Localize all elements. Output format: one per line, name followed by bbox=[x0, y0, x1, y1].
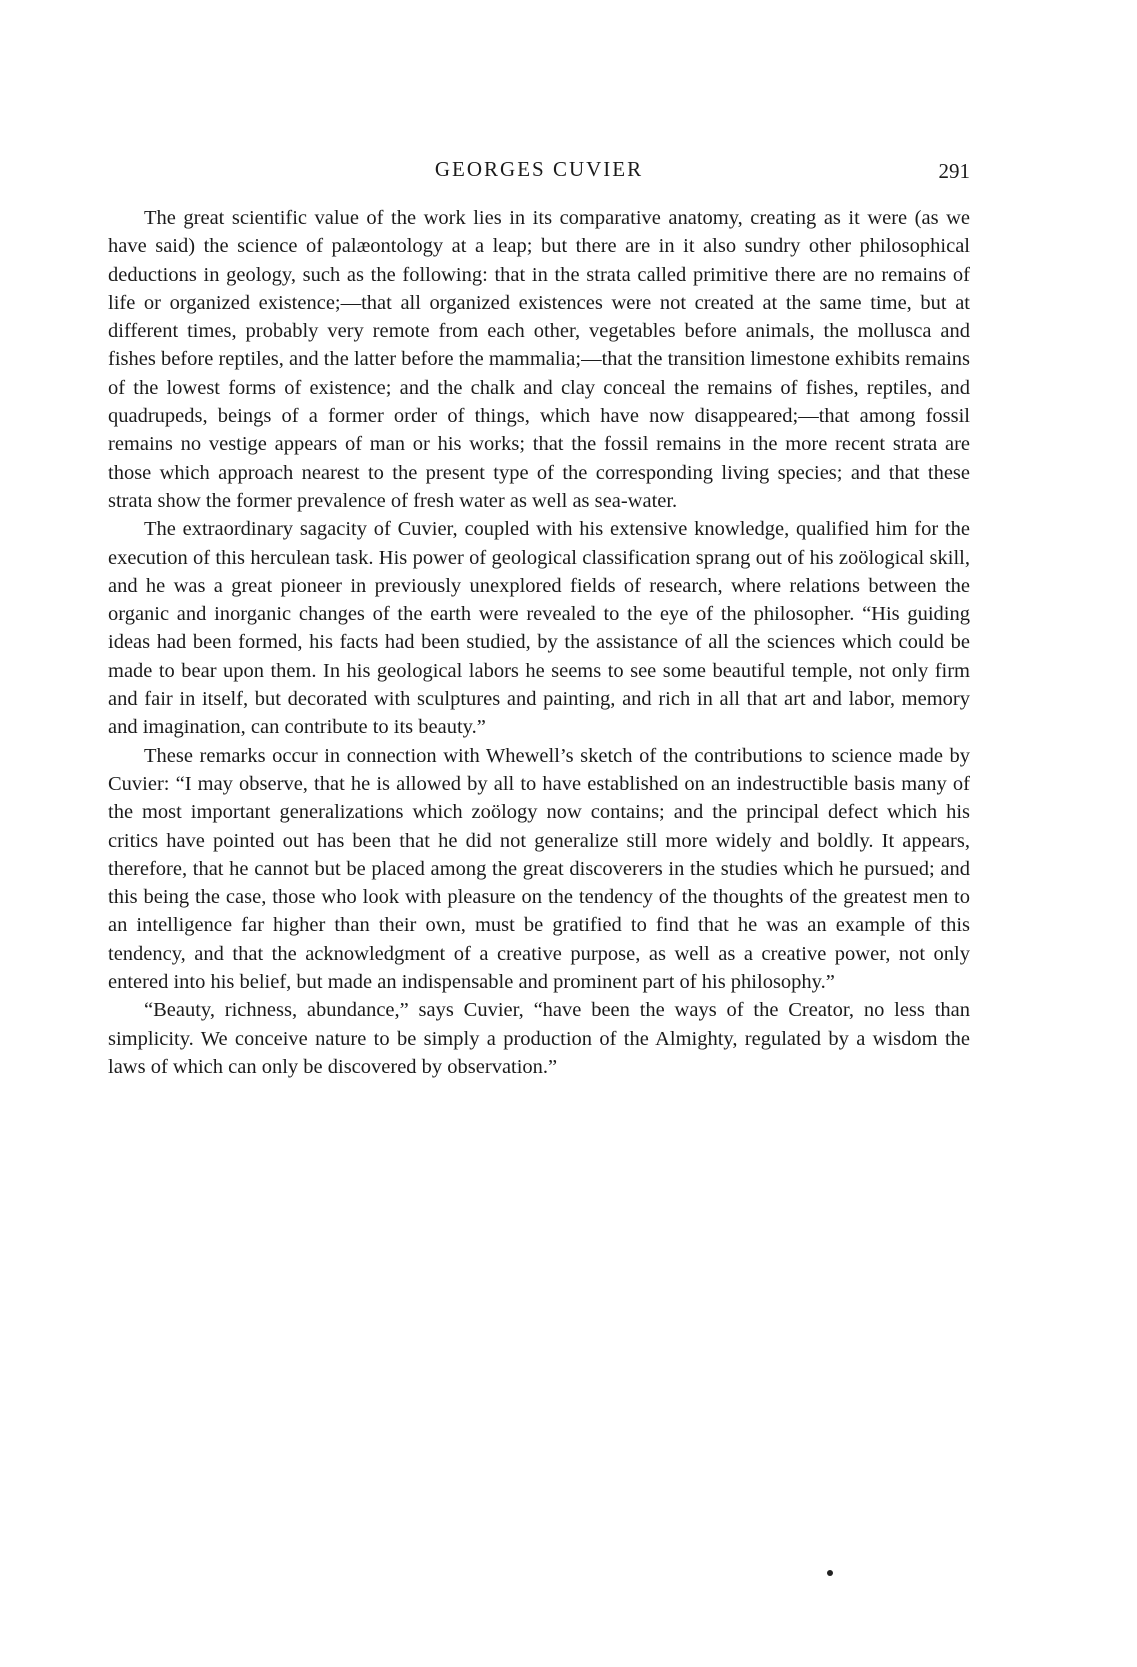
paragraph: “Beauty, richness, abundance,” says Cuvier, “have been the ways of the Creator, no less than simplicity. We conceive nature to be simply a production of the Almighty, regulated by a wisdom the laws of which can only be discovered by observation.” bbox=[108, 999, 970, 1078]
paragraph: The great scientific value of the work lies in its comparative anatomy, creating as it were (as we have said) the science of palæontology at a leap; but there are in it also sundry other philosophical deductions in geology, such as the following: that in the strata called primitive there are no remains of life or organized existence;—that all organized existences were not created at the same time, but at different times, probably very remote from each other, vegetables before animals, the mollusca and fishes before reptiles, and the latter before the mammalia;—that the transition limestone exhibits remains of the lowest forms of existence; and the chalk and clay conceal the remains of fishes, reptiles, and quadrupeds, beings of a former order of things, which have now disappeared;—that among fossil remains no vestige appears of man or his works; that the fossil remains in the more recent strata are those which approach nearest to the present type of the corresponding living species; and that these strata show the former prevalence of fresh water as well as sea-water. bbox=[108, 207, 970, 512]
body-text bbox=[108, 204, 970, 1081]
ink-dot bbox=[827, 1570, 833, 1576]
running-head bbox=[108, 157, 970, 189]
paragraph: These remarks occur in connection with Whewell’s sketch of the contributions to science made by Cuvier: “I may observe, that he is allowed by all to have established on an indestructible basis many of the most important generalizations which zoölogy now contains; and the principal defect which his critics have pointed out has been that he did not generalize still more widely and boldly. It appears, therefore, that he cannot but be placed among the great discoverers in the studies which he pursued; and this being the case, those who look with pleasure on the tendency of the thoughts of the greatest men to an intelligence far higher than their own, must be gratified to find that he was an example of this tendency, and that the acknowledgment of a creative purpose, as well as a creative power, not only entered into his belief, but made an indispensable and prominent part of his philosophy.” bbox=[108, 744, 970, 994]
paragraph: The extraordinary sagacity of Cuvier, coupled with his extensive knowledge, qualified him for the execution of this herculean task. His power of geological classification sprang out of his zoölogical skill, and he was a great pioneer in previously unexplored fields of research, where relations between the organic and inorganic changes of the earth were revealed to the eye of the philosopher. “His guiding ideas had been formed, his facts had been studied, by the assistance of all the sciences which could be made to bear upon them. In his geological labors he seems to see some beautiful temple, not only firm and fair in itself, but decorated with sculptures and painting, and rich in all that art and labor, memory and imagination, can contribute to its beauty.” bbox=[108, 518, 970, 739]
running-title: GEORGES CUVIER bbox=[434, 157, 644, 181]
page-number: 291 bbox=[938, 159, 970, 183]
